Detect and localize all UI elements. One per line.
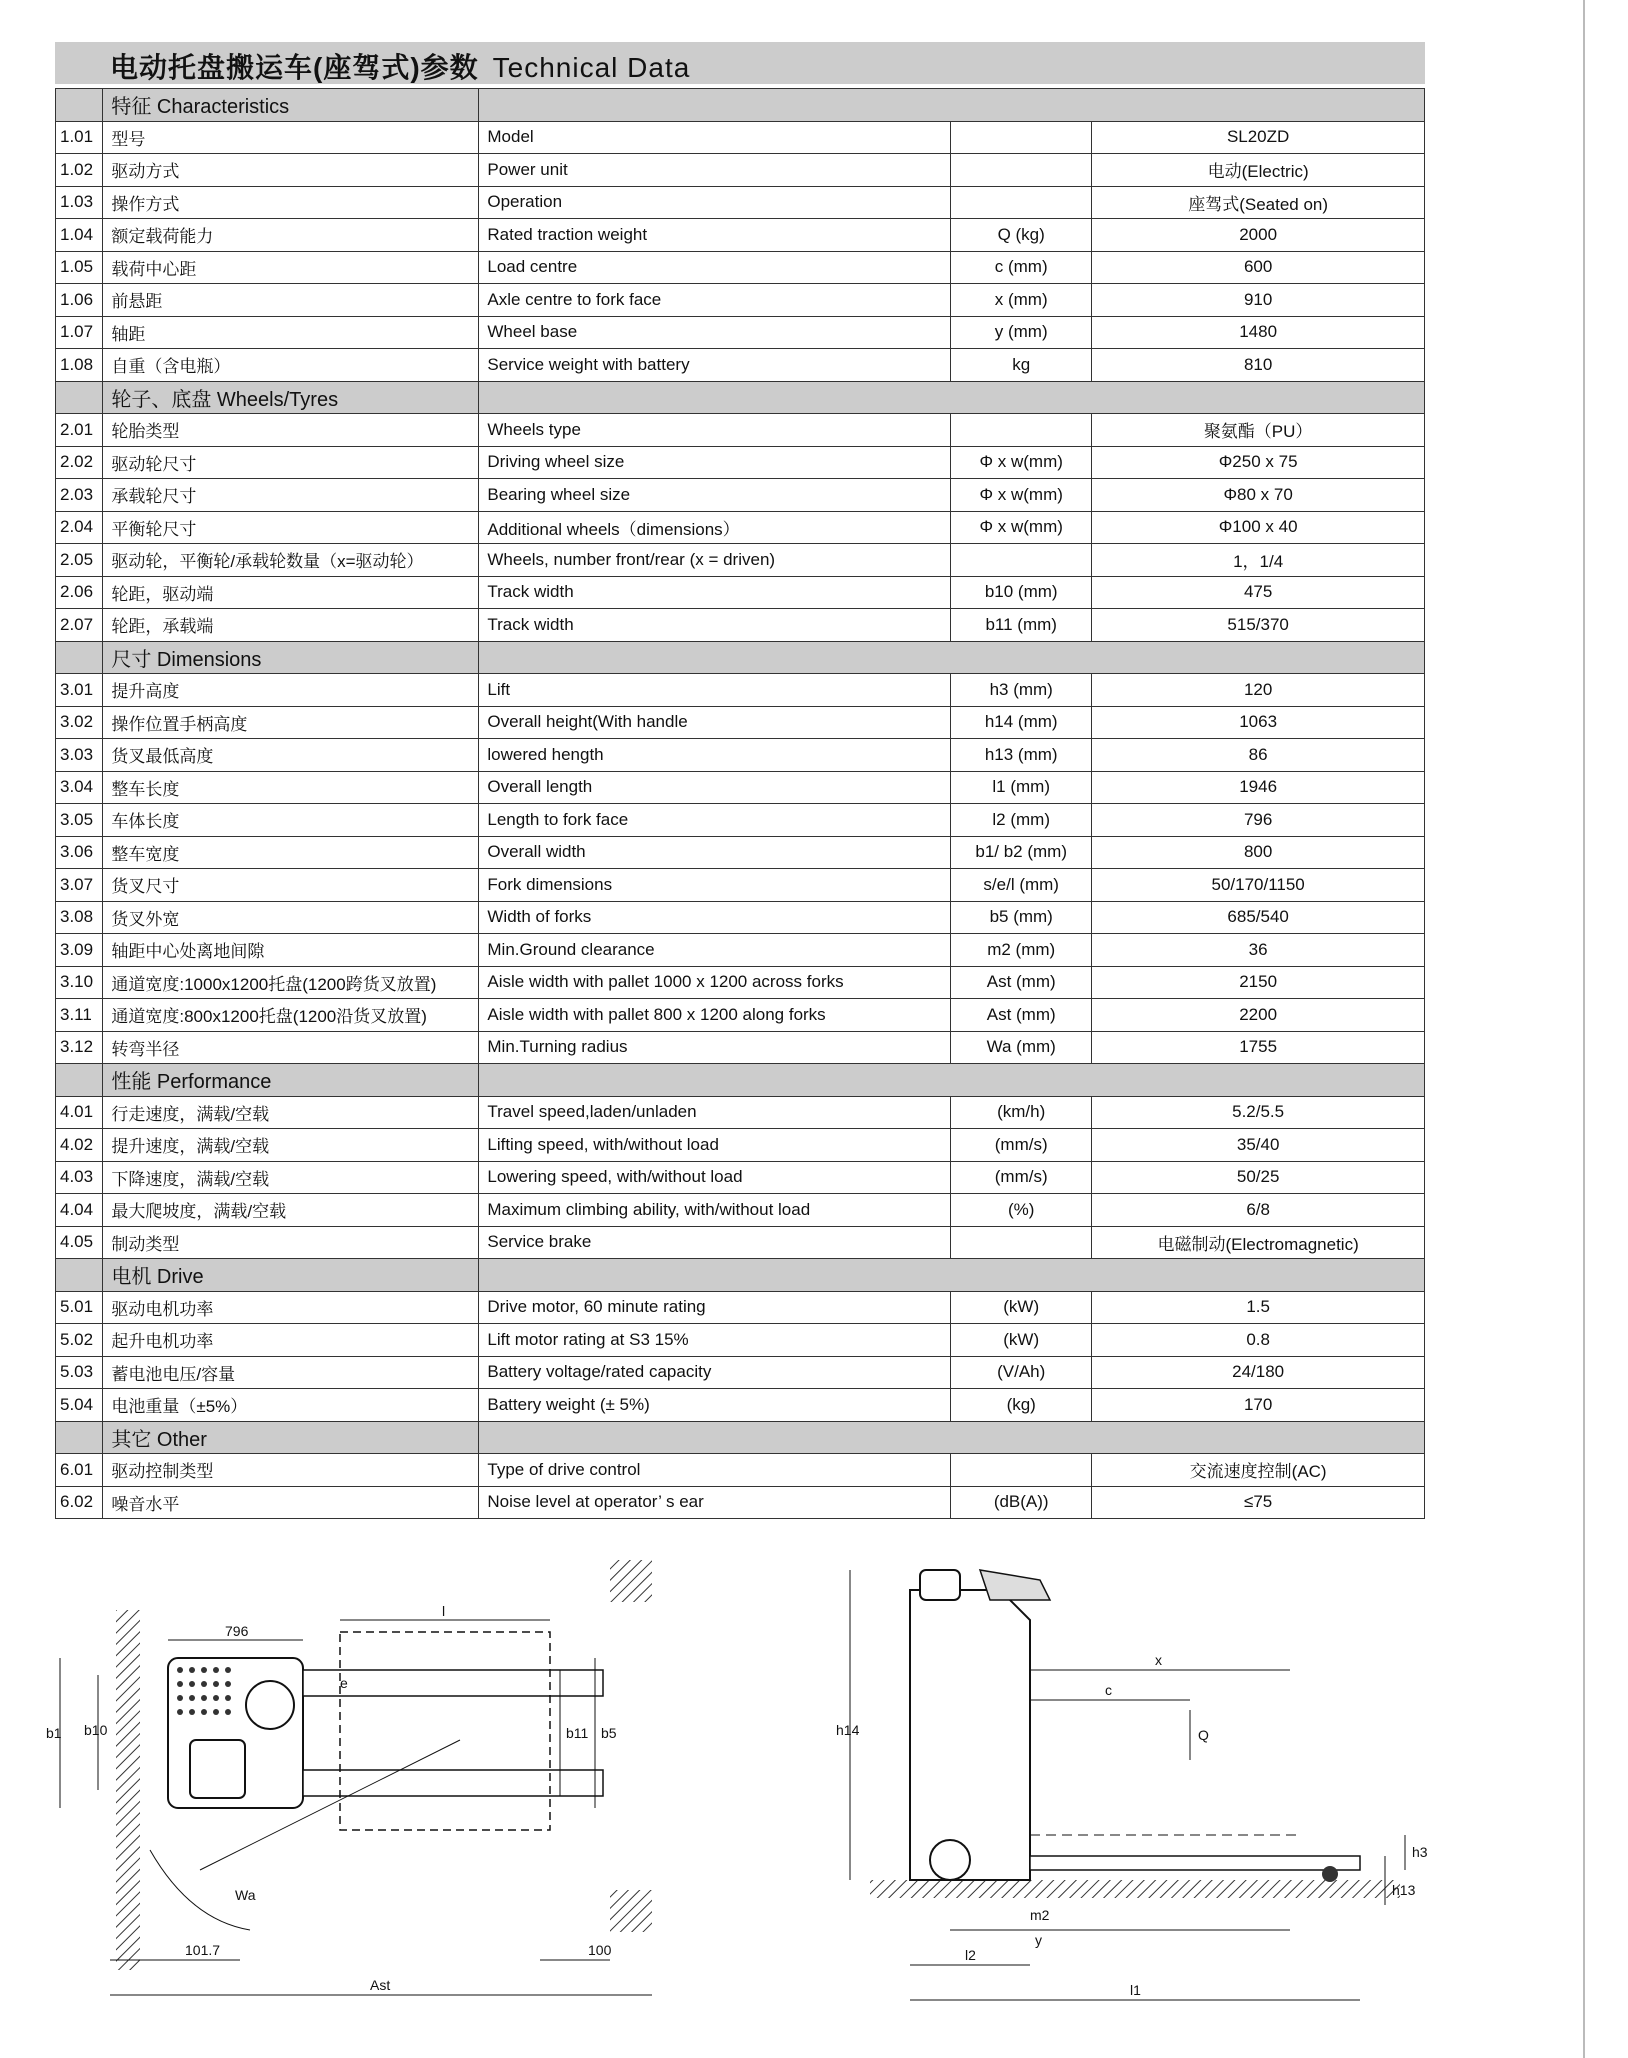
dim-l-label: l bbox=[442, 1603, 446, 1619]
param-name-en: Min.Ground clearance bbox=[479, 934, 951, 967]
param-name-en: Load centre bbox=[479, 251, 951, 284]
spec-row bbox=[56, 966, 1425, 999]
param-value: ≤75 bbox=[1092, 1486, 1425, 1519]
param-name-cn: 起升电机功率 bbox=[103, 1324, 479, 1357]
row-number: 4.04 bbox=[56, 1194, 103, 1227]
param-unit: Φ x w(mm) bbox=[951, 446, 1092, 479]
param-name-cn: 载荷中心距 bbox=[103, 251, 479, 284]
row-number: 5.02 bbox=[56, 1324, 103, 1357]
spec-row bbox=[56, 836, 1425, 869]
section-title: 轮子、底盘 Wheels/Tyres bbox=[103, 381, 479, 414]
section-num-cell bbox=[56, 641, 103, 674]
section-header-row bbox=[56, 381, 1425, 414]
load-wheel bbox=[1322, 1866, 1338, 1882]
row-number: 1.01 bbox=[56, 121, 103, 154]
section-title: 尺寸 Dimensions bbox=[103, 641, 479, 674]
param-unit bbox=[951, 1226, 1092, 1259]
spec-row bbox=[56, 706, 1425, 739]
spec-row bbox=[56, 1226, 1425, 1259]
dim-c-label: c bbox=[1105, 1682, 1112, 1698]
param-name-cn: 货叉尺寸 bbox=[103, 869, 479, 902]
param-name-en: lowered hength bbox=[479, 739, 951, 772]
param-name-cn: 操作位置手柄高度 bbox=[103, 706, 479, 739]
param-value: 170 bbox=[1092, 1389, 1425, 1422]
dim-b10-label: b10 bbox=[84, 1722, 108, 1738]
param-name-cn: 下降速度，满载/空载 bbox=[103, 1161, 479, 1194]
param-value: 910 bbox=[1092, 284, 1425, 317]
param-name-cn: 制动类型 bbox=[103, 1226, 479, 1259]
seat-back bbox=[920, 1570, 960, 1600]
param-unit: (mm/s) bbox=[951, 1161, 1092, 1194]
param-name-en: Travel speed,laden/unladen bbox=[479, 1096, 951, 1129]
param-value: 86 bbox=[1092, 739, 1425, 772]
param-name-cn: 提升高度 bbox=[103, 674, 479, 707]
param-name-cn: 货叉最低高度 bbox=[103, 739, 479, 772]
spec-row bbox=[56, 1031, 1425, 1064]
dim-x-label: x bbox=[1155, 1652, 1162, 1668]
param-value: 600 bbox=[1092, 251, 1425, 284]
dim-b5-label: b5 bbox=[601, 1725, 617, 1741]
spec-row bbox=[56, 479, 1425, 512]
spec-row bbox=[56, 1324, 1425, 1357]
row-number: 2.05 bbox=[56, 544, 103, 577]
spec-row bbox=[56, 1129, 1425, 1162]
param-unit: x (mm) bbox=[951, 284, 1092, 317]
dim-l2-label: 796 bbox=[225, 1623, 249, 1639]
spec-row bbox=[56, 1356, 1425, 1389]
spec-row bbox=[56, 576, 1425, 609]
spec-row bbox=[56, 414, 1425, 447]
row-number: 2.02 bbox=[56, 446, 103, 479]
section-title: 性能 Performance bbox=[103, 1064, 479, 1097]
param-value: 685/540 bbox=[1092, 901, 1425, 934]
spec-row bbox=[56, 674, 1425, 707]
row-number: 2.01 bbox=[56, 414, 103, 447]
param-unit: (V/Ah) bbox=[951, 1356, 1092, 1389]
param-unit: (kW) bbox=[951, 1291, 1092, 1324]
row-number: 1.04 bbox=[56, 219, 103, 252]
param-name-cn: 整车宽度 bbox=[103, 836, 479, 869]
param-name-cn: 型号 bbox=[103, 121, 479, 154]
dim-q-label: Q bbox=[1198, 1727, 1209, 1743]
param-name-cn: 驱动控制类型 bbox=[103, 1454, 479, 1487]
dim-wa-label: Wa bbox=[235, 1887, 256, 1903]
param-name-cn: 平衡轮尺寸 bbox=[103, 511, 479, 544]
param-name-en: Maximum climbing ability, with/without load bbox=[479, 1194, 951, 1227]
section-header-fill bbox=[479, 1421, 1425, 1454]
row-number: 1.03 bbox=[56, 186, 103, 219]
param-name-cn: 最大爬坡度，满载/空载 bbox=[103, 1194, 479, 1227]
param-name-en: Driving wheel size bbox=[479, 446, 951, 479]
fork-side bbox=[1030, 1856, 1360, 1870]
param-unit bbox=[951, 414, 1092, 447]
section-num-cell bbox=[56, 1064, 103, 1097]
row-number: 1.02 bbox=[56, 154, 103, 187]
dim-b11-label: b11 bbox=[566, 1725, 589, 1741]
param-unit: l2 (mm) bbox=[951, 804, 1092, 837]
param-unit: (kW) bbox=[951, 1324, 1092, 1357]
param-value: Φ250 x 75 bbox=[1092, 446, 1425, 479]
spec-row bbox=[56, 1389, 1425, 1422]
row-number: 3.06 bbox=[56, 836, 103, 869]
row-number: 3.10 bbox=[56, 966, 103, 999]
spec-row bbox=[56, 121, 1425, 154]
dim-b1-label: b1 bbox=[46, 1725, 62, 1741]
row-number: 5.03 bbox=[56, 1356, 103, 1389]
section-header-row bbox=[56, 641, 1425, 674]
page-title bbox=[110, 46, 690, 86]
row-number: 6.02 bbox=[56, 1486, 103, 1519]
spec-row bbox=[56, 186, 1425, 219]
param-value: 50/25 bbox=[1092, 1161, 1425, 1194]
spec-row bbox=[56, 1096, 1425, 1129]
dim-ast-label: Ast bbox=[370, 1977, 391, 1993]
fork-upper bbox=[303, 1670, 603, 1696]
section-header-row bbox=[56, 1259, 1425, 1292]
row-number: 2.03 bbox=[56, 479, 103, 512]
section-title: 特征 Characteristics bbox=[103, 89, 479, 122]
param-name-cn: 操作方式 bbox=[103, 186, 479, 219]
param-unit: (%) bbox=[951, 1194, 1092, 1227]
param-name-cn: 轴距 bbox=[103, 316, 479, 349]
dim-1017-label: 101.7 bbox=[185, 1942, 221, 1958]
spec-row bbox=[56, 999, 1425, 1032]
param-name-cn: 承载轮尺寸 bbox=[103, 479, 479, 512]
param-name-en: Service weight with battery bbox=[479, 349, 951, 382]
row-number: 3.05 bbox=[56, 804, 103, 837]
row-number: 4.03 bbox=[56, 1161, 103, 1194]
param-name-en: Service brake bbox=[479, 1226, 951, 1259]
ground-hatch bbox=[870, 1880, 1400, 1898]
page-edge-rule bbox=[1583, 0, 1585, 2058]
param-value: 1，1/4 bbox=[1092, 544, 1425, 577]
param-name-cn: 轮胎类型 bbox=[103, 414, 479, 447]
param-unit: Ast (mm) bbox=[951, 966, 1092, 999]
param-name-cn: 提升速度，满载/空载 bbox=[103, 1129, 479, 1162]
spec-row bbox=[56, 804, 1425, 837]
param-value: 796 bbox=[1092, 804, 1425, 837]
param-unit bbox=[951, 544, 1092, 577]
param-name-en: Lowering speed, with/without load bbox=[479, 1161, 951, 1194]
fork-lower bbox=[303, 1770, 603, 1796]
dim-y-label: y bbox=[1035, 1932, 1042, 1948]
param-name-en: Min.Turning radius bbox=[479, 1031, 951, 1064]
spec-row bbox=[56, 251, 1425, 284]
param-unit: Ast (mm) bbox=[951, 999, 1092, 1032]
param-name-cn: 行走速度，满载/空载 bbox=[103, 1096, 479, 1129]
side-view-drawing bbox=[830, 1560, 1450, 2020]
param-name-cn: 轴距中心处离地间隙 bbox=[103, 934, 479, 967]
spec-row bbox=[56, 739, 1425, 772]
param-name-en: Type of drive control bbox=[479, 1454, 951, 1487]
param-value: 电磁制动(Electromagnetic) bbox=[1092, 1226, 1425, 1259]
row-number: 5.04 bbox=[56, 1389, 103, 1422]
param-unit: Wa (mm) bbox=[951, 1031, 1092, 1064]
param-name-en: Overall height(With handle bbox=[479, 706, 951, 739]
row-number: 4.01 bbox=[56, 1096, 103, 1129]
param-name-en: Aisle width with pallet 1000 x 1200 across forks bbox=[479, 966, 951, 999]
row-number: 3.12 bbox=[56, 1031, 103, 1064]
row-number: 6.01 bbox=[56, 1454, 103, 1487]
param-value: 0.8 bbox=[1092, 1324, 1425, 1357]
row-number: 1.08 bbox=[56, 349, 103, 382]
param-name-cn: 蓄电池电压/容量 bbox=[103, 1356, 479, 1389]
dim-h3-label: h3 bbox=[1412, 1844, 1428, 1860]
param-unit: b10 (mm) bbox=[951, 576, 1092, 609]
param-value: 36 bbox=[1092, 934, 1425, 967]
section-num-cell bbox=[56, 381, 103, 414]
spec-row bbox=[56, 544, 1425, 577]
section-header-fill bbox=[479, 89, 1425, 122]
param-value: 810 bbox=[1092, 349, 1425, 382]
param-value: 1946 bbox=[1092, 771, 1425, 804]
param-name-en: Lifting speed, with/without load bbox=[479, 1129, 951, 1162]
param-name-cn: 自重（含电瓶） bbox=[103, 349, 479, 382]
title-cn: 电动托盘搬运车(座驾式)参数 bbox=[110, 52, 479, 83]
param-name-cn: 驱动轮尺寸 bbox=[103, 446, 479, 479]
param-name-en: Track width bbox=[479, 609, 951, 642]
drive-wheel bbox=[930, 1840, 970, 1880]
section-header-fill bbox=[479, 1259, 1425, 1292]
param-unit: s/e/l (mm) bbox=[951, 869, 1092, 902]
spec-row bbox=[56, 869, 1425, 902]
section-header-row bbox=[56, 1064, 1425, 1097]
param-value: 35/40 bbox=[1092, 1129, 1425, 1162]
section-header-row bbox=[56, 1421, 1425, 1454]
spec-row bbox=[56, 901, 1425, 934]
param-unit bbox=[951, 154, 1092, 187]
param-value: 1063 bbox=[1092, 706, 1425, 739]
section-num-cell bbox=[56, 1259, 103, 1292]
param-value: SL20ZD bbox=[1092, 121, 1425, 154]
row-number: 4.02 bbox=[56, 1129, 103, 1162]
param-unit: m2 (mm) bbox=[951, 934, 1092, 967]
param-name-cn: 前悬距 bbox=[103, 284, 479, 317]
row-number: 2.06 bbox=[56, 576, 103, 609]
param-value: Φ80 x 70 bbox=[1092, 479, 1425, 512]
param-name-en: Lift bbox=[479, 674, 951, 707]
top-view-drawing bbox=[40, 1550, 720, 2020]
param-name-en: Wheel base bbox=[479, 316, 951, 349]
param-unit: h14 (mm) bbox=[951, 706, 1092, 739]
truck-side-body bbox=[910, 1590, 1030, 1880]
param-name-en: Power unit bbox=[479, 154, 951, 187]
param-name-en: Rated traction weight bbox=[479, 219, 951, 252]
param-name-cn: 驱动轮，平衡轮/承载轮数量（x=驱动轮） bbox=[103, 544, 479, 577]
param-value: 1755 bbox=[1092, 1031, 1425, 1064]
row-number: 3.09 bbox=[56, 934, 103, 967]
param-unit: b5 (mm) bbox=[951, 901, 1092, 934]
param-name-cn: 车体长度 bbox=[103, 804, 479, 837]
param-value: 2200 bbox=[1092, 999, 1425, 1032]
param-name-cn: 货叉外宽 bbox=[103, 901, 479, 934]
param-unit: c (mm) bbox=[951, 251, 1092, 284]
row-number: 3.07 bbox=[56, 869, 103, 902]
param-name-en: Additional wheels（dimensions） bbox=[479, 511, 951, 544]
dim-h13-label: h13 bbox=[1392, 1882, 1416, 1898]
param-unit: Q (kg) bbox=[951, 219, 1092, 252]
dim-m2-label: m2 bbox=[1030, 1907, 1050, 1923]
param-value: 1480 bbox=[1092, 316, 1425, 349]
param-name-cn: 通道宽度:800x1200托盘(1200沿货叉放置) bbox=[103, 999, 479, 1032]
pallet-outline bbox=[340, 1632, 550, 1830]
param-value: 5.2/5.5 bbox=[1092, 1096, 1425, 1129]
section-header-fill bbox=[479, 1064, 1425, 1097]
param-value: 24/180 bbox=[1092, 1356, 1425, 1389]
param-unit: y (mm) bbox=[951, 316, 1092, 349]
section-header-fill bbox=[479, 381, 1425, 414]
param-unit: kg bbox=[951, 349, 1092, 382]
param-value: 2000 bbox=[1092, 219, 1425, 252]
param-name-cn: 整车长度 bbox=[103, 771, 479, 804]
dim-100-label: 100 bbox=[588, 1942, 612, 1958]
section-title: 其它 Other bbox=[103, 1421, 479, 1454]
title-bar bbox=[55, 42, 1425, 84]
param-unit bbox=[951, 1454, 1092, 1487]
section-header-fill bbox=[479, 641, 1425, 674]
spec-row bbox=[56, 1454, 1425, 1487]
spec-row bbox=[56, 1291, 1425, 1324]
param-value: 交流速度控制(AC) bbox=[1092, 1454, 1425, 1487]
row-number: 2.07 bbox=[56, 609, 103, 642]
wall-hatch-left bbox=[116, 1610, 140, 1970]
row-number: 3.11 bbox=[56, 999, 103, 1032]
row-number: 1.06 bbox=[56, 284, 103, 317]
row-number: 4.05 bbox=[56, 1226, 103, 1259]
section-num-cell bbox=[56, 89, 103, 122]
param-unit: b1/ b2 (mm) bbox=[951, 836, 1092, 869]
param-value: 800 bbox=[1092, 836, 1425, 869]
param-unit: (dB(A)) bbox=[951, 1486, 1092, 1519]
param-name-en: Drive motor, 60 minute rating bbox=[479, 1291, 951, 1324]
spec-row bbox=[56, 284, 1425, 317]
row-number: 3.04 bbox=[56, 771, 103, 804]
param-value: 电动(Electric) bbox=[1092, 154, 1425, 187]
param-name-en: Axle centre to fork face bbox=[479, 284, 951, 317]
param-name-en: Wheels, number front/rear (x = driven) bbox=[479, 544, 951, 577]
param-unit: (km/h) bbox=[951, 1096, 1092, 1129]
param-name-en: Overall length bbox=[479, 771, 951, 804]
row-number: 5.01 bbox=[56, 1291, 103, 1324]
param-unit: Φ x w(mm) bbox=[951, 511, 1092, 544]
wall-hatch-bottom bbox=[610, 1890, 652, 1932]
param-value: 聚氨酯（PU） bbox=[1092, 414, 1425, 447]
row-number: 3.01 bbox=[56, 674, 103, 707]
spec-row bbox=[56, 609, 1425, 642]
param-name-cn: 驱动电机功率 bbox=[103, 1291, 479, 1324]
param-name-en: Aisle width with pallet 800 x 1200 along forks bbox=[479, 999, 951, 1032]
param-unit: Φ x w(mm) bbox=[951, 479, 1092, 512]
param-value: 座驾式(Seated on) bbox=[1092, 186, 1425, 219]
param-value: 2150 bbox=[1092, 966, 1425, 999]
spec-row bbox=[56, 316, 1425, 349]
param-name-cn: 驱动方式 bbox=[103, 154, 479, 187]
dim-l1-label: l1 bbox=[1130, 1982, 1141, 1998]
row-number: 1.05 bbox=[56, 251, 103, 284]
param-unit bbox=[951, 121, 1092, 154]
param-name-cn: 噪音水平 bbox=[103, 1486, 479, 1519]
row-number: 1.07 bbox=[56, 316, 103, 349]
dim-l2-side-label: l2 bbox=[965, 1947, 976, 1963]
param-unit: (mm/s) bbox=[951, 1129, 1092, 1162]
spec-row bbox=[56, 1161, 1425, 1194]
spec-row bbox=[56, 1194, 1425, 1227]
spec-row bbox=[56, 154, 1425, 187]
param-unit: l1 (mm) bbox=[951, 771, 1092, 804]
param-name-en: Width of forks bbox=[479, 901, 951, 934]
wall-hatch-top bbox=[610, 1560, 652, 1602]
param-name-cn: 轮距，驱动端 bbox=[103, 576, 479, 609]
spec-row bbox=[56, 511, 1425, 544]
param-name-en: Operation bbox=[479, 186, 951, 219]
param-name-cn: 轮距，承载端 bbox=[103, 609, 479, 642]
param-value: 1.5 bbox=[1092, 1291, 1425, 1324]
section-num-cell bbox=[56, 1421, 103, 1454]
dim-h14-label: h14 bbox=[836, 1722, 860, 1738]
param-value: 50/170/1150 bbox=[1092, 869, 1425, 902]
param-name-cn: 电池重量（±5%） bbox=[103, 1389, 479, 1422]
param-name-en: Bearing wheel size bbox=[479, 479, 951, 512]
param-name-en: Lift motor rating at S3 15% bbox=[479, 1324, 951, 1357]
row-number: 3.08 bbox=[56, 901, 103, 934]
spec-row bbox=[56, 219, 1425, 252]
param-name-cn: 通道宽度:1000x1200托盘(1200跨货叉放置) bbox=[103, 966, 479, 999]
handle-console bbox=[980, 1570, 1050, 1600]
param-name-en: Wheels type bbox=[479, 414, 951, 447]
param-name-en: Track width bbox=[479, 576, 951, 609]
param-unit bbox=[951, 186, 1092, 219]
param-name-en: Noise level at operator’ s ear bbox=[479, 1486, 951, 1519]
seat bbox=[190, 1740, 245, 1798]
section-title: 电机 Drive bbox=[103, 1259, 479, 1292]
param-value: Φ100 x 40 bbox=[1092, 511, 1425, 544]
param-unit: h3 (mm) bbox=[951, 674, 1092, 707]
steering-wheel bbox=[246, 1681, 294, 1729]
spec-row bbox=[56, 771, 1425, 804]
param-name-cn: 额定载荷能力 bbox=[103, 219, 479, 252]
spec-row bbox=[56, 1486, 1425, 1519]
param-name-en: Battery voltage/rated capacity bbox=[479, 1356, 951, 1389]
param-value: 515/370 bbox=[1092, 609, 1425, 642]
param-name-en: Fork dimensions bbox=[479, 869, 951, 902]
spec-row bbox=[56, 934, 1425, 967]
param-name-en: Battery weight (± 5%) bbox=[479, 1389, 951, 1422]
param-unit: b11 (mm) bbox=[951, 609, 1092, 642]
param-unit: h13 (mm) bbox=[951, 739, 1092, 772]
spec-row bbox=[56, 349, 1425, 382]
param-name-en: Overall width bbox=[479, 836, 951, 869]
param-value: 6/8 bbox=[1092, 1194, 1425, 1227]
title-en: Technical Data bbox=[492, 52, 691, 83]
param-name-en: Length to fork face bbox=[479, 804, 951, 837]
dim-e-label: e bbox=[340, 1675, 348, 1691]
param-name-en: Model bbox=[479, 121, 951, 154]
param-unit: (kg) bbox=[951, 1389, 1092, 1422]
row-number: 3.03 bbox=[56, 739, 103, 772]
section-header-row bbox=[56, 89, 1425, 122]
row-number: 3.02 bbox=[56, 706, 103, 739]
param-value: 120 bbox=[1092, 674, 1425, 707]
spec-row bbox=[56, 446, 1425, 479]
param-name-cn: 转弯半径 bbox=[103, 1031, 479, 1064]
param-value: 475 bbox=[1092, 576, 1425, 609]
row-number: 2.04 bbox=[56, 511, 103, 544]
spec-table bbox=[55, 88, 1425, 1519]
